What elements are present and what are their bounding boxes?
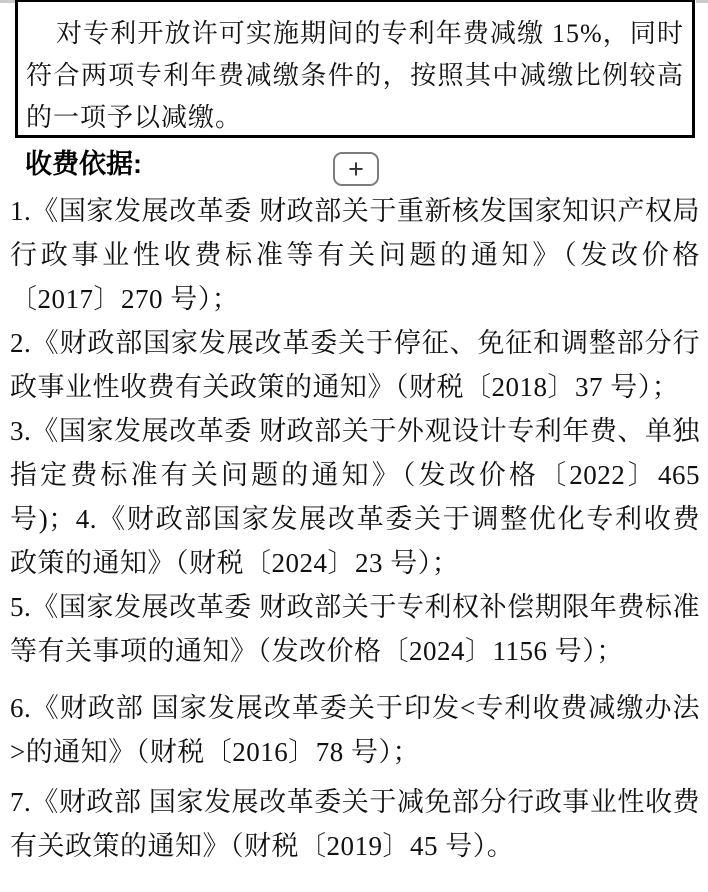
legal-basis-item-6: 6.《财政部 国家发展改革委关于印发<专利收费减缴办法>的通知》（财税〔2016〕78 号）； <box>10 693 700 767</box>
plus-icon: + <box>348 154 364 184</box>
legal-basis-item-1: 1.《国家发展改革委 财政部关于重新核发国家知识产权局行政事业性收费标准等有关问题的通知》（发改价格〔2017〕270 号）； <box>10 196 700 314</box>
legal-basis-item-2: 2.《财政部国家发展改革委关于停征、免征和调整部分行政事业性收费有关政策的通知》（财税〔2018〕37 号）； <box>10 328 700 402</box>
clipped-element-fragment-right <box>696 0 708 3</box>
legal-basis-list <box>10 189 700 868</box>
expand-plus-button[interactable] <box>333 152 379 186</box>
notice-text: 对专利开放许可实施期间的专利年费减缴 15%，同时符合两项专利年费减缴条件的，按照其中减缴比例较高的一项予以减缴。 <box>26 19 684 132</box>
patent-fee-notice-box <box>15 0 695 138</box>
legal-basis-item-7: 7.《财政部 国家发展改革委关于减免部分行政事业性收费有关政策的通知》（财税〔2019〕45 号）。 <box>10 787 700 861</box>
fee-basis-heading: 收费依据: <box>25 149 142 179</box>
legal-basis-item-3-4: 3.《国家发展改革委 财政部关于外观设计专利年费、单独指定费标准有关问题的通知》（发改价格〔2022〕465 号)；4.《财政部国家发展改革委关于调整优化专利收费政策的通知》（财税〔2024〕23 号）； <box>10 416 700 578</box>
legal-basis-item-5: 5.《国家发展改革委 财政部关于专利权补偿期限年费标准等有关事项的通知》（发改价格〔2024〕1156 号）； <box>10 592 700 666</box>
